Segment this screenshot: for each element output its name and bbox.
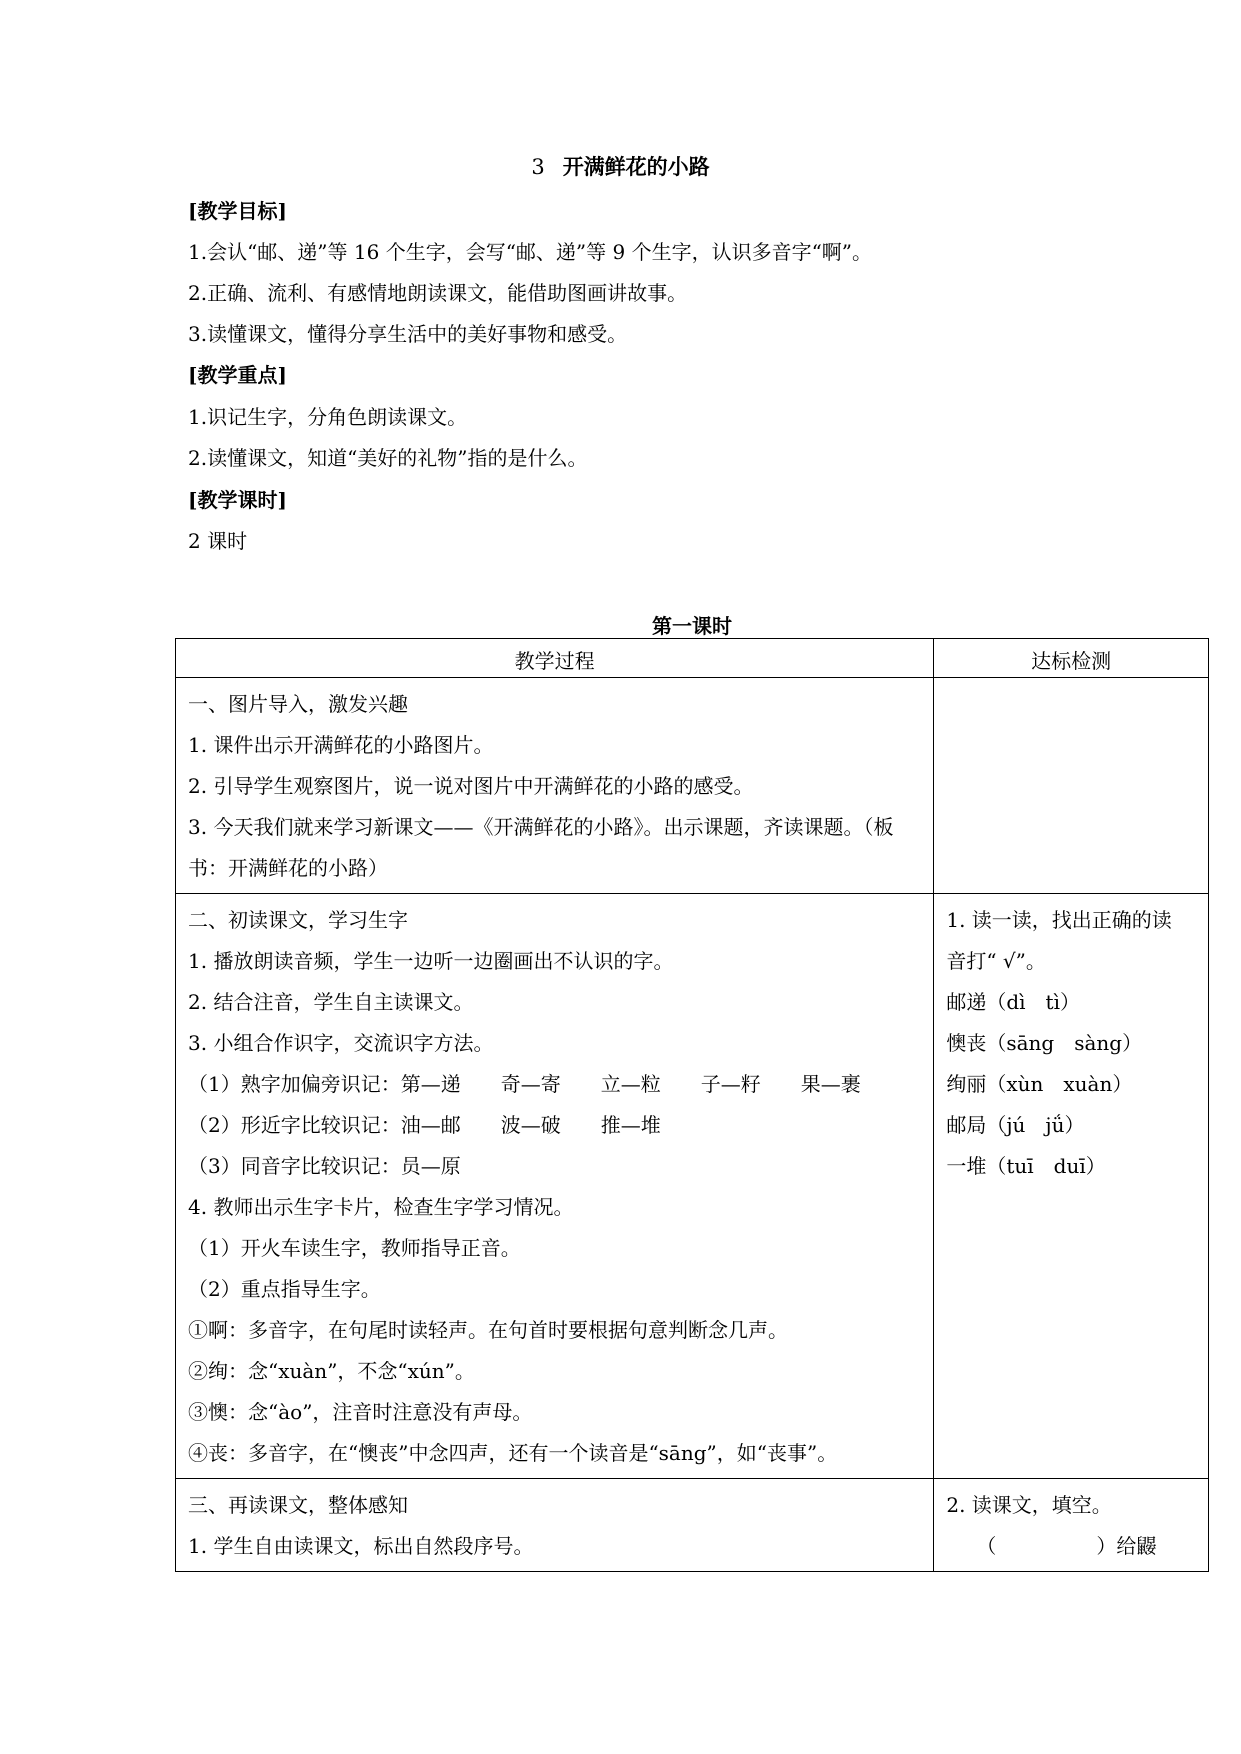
goal-item: 3.读懂课文，懂得分享生活中的美好事物和感受。	[188, 322, 628, 346]
process-line: （1）熟字加偏旁识记：第—递 奇—寄 立—粒 子—籽 果—裹	[188, 1072, 861, 1096]
column-header-process: 教学过程	[176, 639, 934, 678]
check-line: （ ）给鼹	[946, 1534, 1157, 1558]
process-line: ①啊：多音字，在句尾时读轻声。在句首时要根据句意判断念几声。	[188, 1318, 788, 1342]
process-line: 1. 学生自由读课文，标出自然段序号。	[188, 1534, 534, 1558]
process-line: 书：开满鲜花的小路）	[188, 856, 388, 880]
focus-item: 1.识记生字，分角色朗读课文。	[188, 405, 468, 429]
table-header-row	[176, 639, 1209, 678]
check-line: 1. 读一读，找出正确的读	[946, 908, 1172, 932]
goal-item: 2.正确、流利、有感情地朗读课文，能借助图画讲故事。	[188, 281, 688, 305]
process-line: 4. 教师出示生字卡片，检查生字学习情况。	[188, 1195, 574, 1219]
process-line: （3）同音字比较识记：员—原	[188, 1154, 461, 1178]
check-cell	[934, 894, 1209, 1479]
table-row	[176, 1479, 1209, 1572]
process-line: 二、初读课文，学习生字	[188, 908, 408, 932]
process-line: ④丧：多音字，在“懊丧”中念四声，还有一个读音是“sāng”，如“丧事”。	[188, 1441, 838, 1465]
lesson-title: 第一课时	[652, 614, 732, 638]
process-line: （1）开火车读生字，教师指导正音。	[188, 1236, 521, 1260]
process-line: 2. 结合注音，学生自主读课文。	[188, 990, 474, 1014]
process-line: 3. 今天我们就来学习新课文——《开满鲜花的小路》。出示课题，齐读课题。（板	[188, 815, 894, 839]
process-line: ②绚：念“xuàn”，不念“xún”。	[188, 1359, 475, 1383]
lesson-plan-table	[175, 638, 1209, 1572]
check-line: 邮递（dì tì）	[946, 990, 1080, 1014]
table-row	[176, 894, 1209, 1479]
process-cell	[176, 678, 934, 894]
process-cell	[176, 894, 934, 1479]
goal-item: 1.会认“邮、递”等 16 个生字，会写“邮、递”等 9 个生字，认识多音字“啊”。	[188, 240, 873, 264]
process-line: 一、图片导入，激发兴趣	[188, 692, 408, 716]
check-line: 绚丽（xùn xuàn）	[946, 1072, 1133, 1096]
lesson-number: 3	[531, 155, 545, 179]
process-line: （2）形近字比较识记：油—邮 波—破 推—堆	[188, 1113, 661, 1137]
focus-heading: [教学重点]	[188, 363, 287, 387]
check-cell	[934, 1479, 1209, 1572]
process-line: （2）重点指导生字。	[188, 1277, 381, 1301]
hours-heading: [教学课时]	[188, 488, 287, 512]
lesson-name: 开满鲜花的小路	[562, 154, 710, 179]
check-line: 2. 读课文，填空。	[946, 1493, 1112, 1517]
check-line: 懊丧（sāng sàng）	[946, 1031, 1143, 1055]
process-line: 1. 播放朗读音频，学生一边听一边圈画出不认识的字。	[188, 949, 674, 973]
page-title	[0, 151, 1241, 181]
check-line: 音打“ √”。	[946, 949, 1046, 973]
check-cell	[934, 678, 1209, 894]
process-line: ③懊：念“ào”，注音时注意没有声母。	[188, 1400, 533, 1424]
process-line: 3. 小组合作识字，交流识字方法。	[188, 1031, 494, 1055]
check-line: 邮局（jú jǘ）	[946, 1113, 1085, 1137]
hours-value: 2 课时	[188, 529, 248, 553]
process-cell	[176, 1479, 934, 1572]
process-line: 2. 引导学生观察图片，说一说对图片中开满鲜花的小路的感受。	[188, 774, 754, 798]
goals-heading: [教学目标]	[188, 199, 287, 223]
check-line: 一堆（tuī duī）	[946, 1154, 1106, 1178]
table-row	[176, 678, 1209, 894]
focus-item: 2.读懂课文，知道“美好的礼物”指的是什么。	[188, 446, 588, 470]
process-line: 三、再读课文，整体感知	[188, 1493, 408, 1517]
column-header-check: 达标检测	[934, 639, 1209, 678]
process-line: 1. 课件出示开满鲜花的小路图片。	[188, 733, 494, 757]
